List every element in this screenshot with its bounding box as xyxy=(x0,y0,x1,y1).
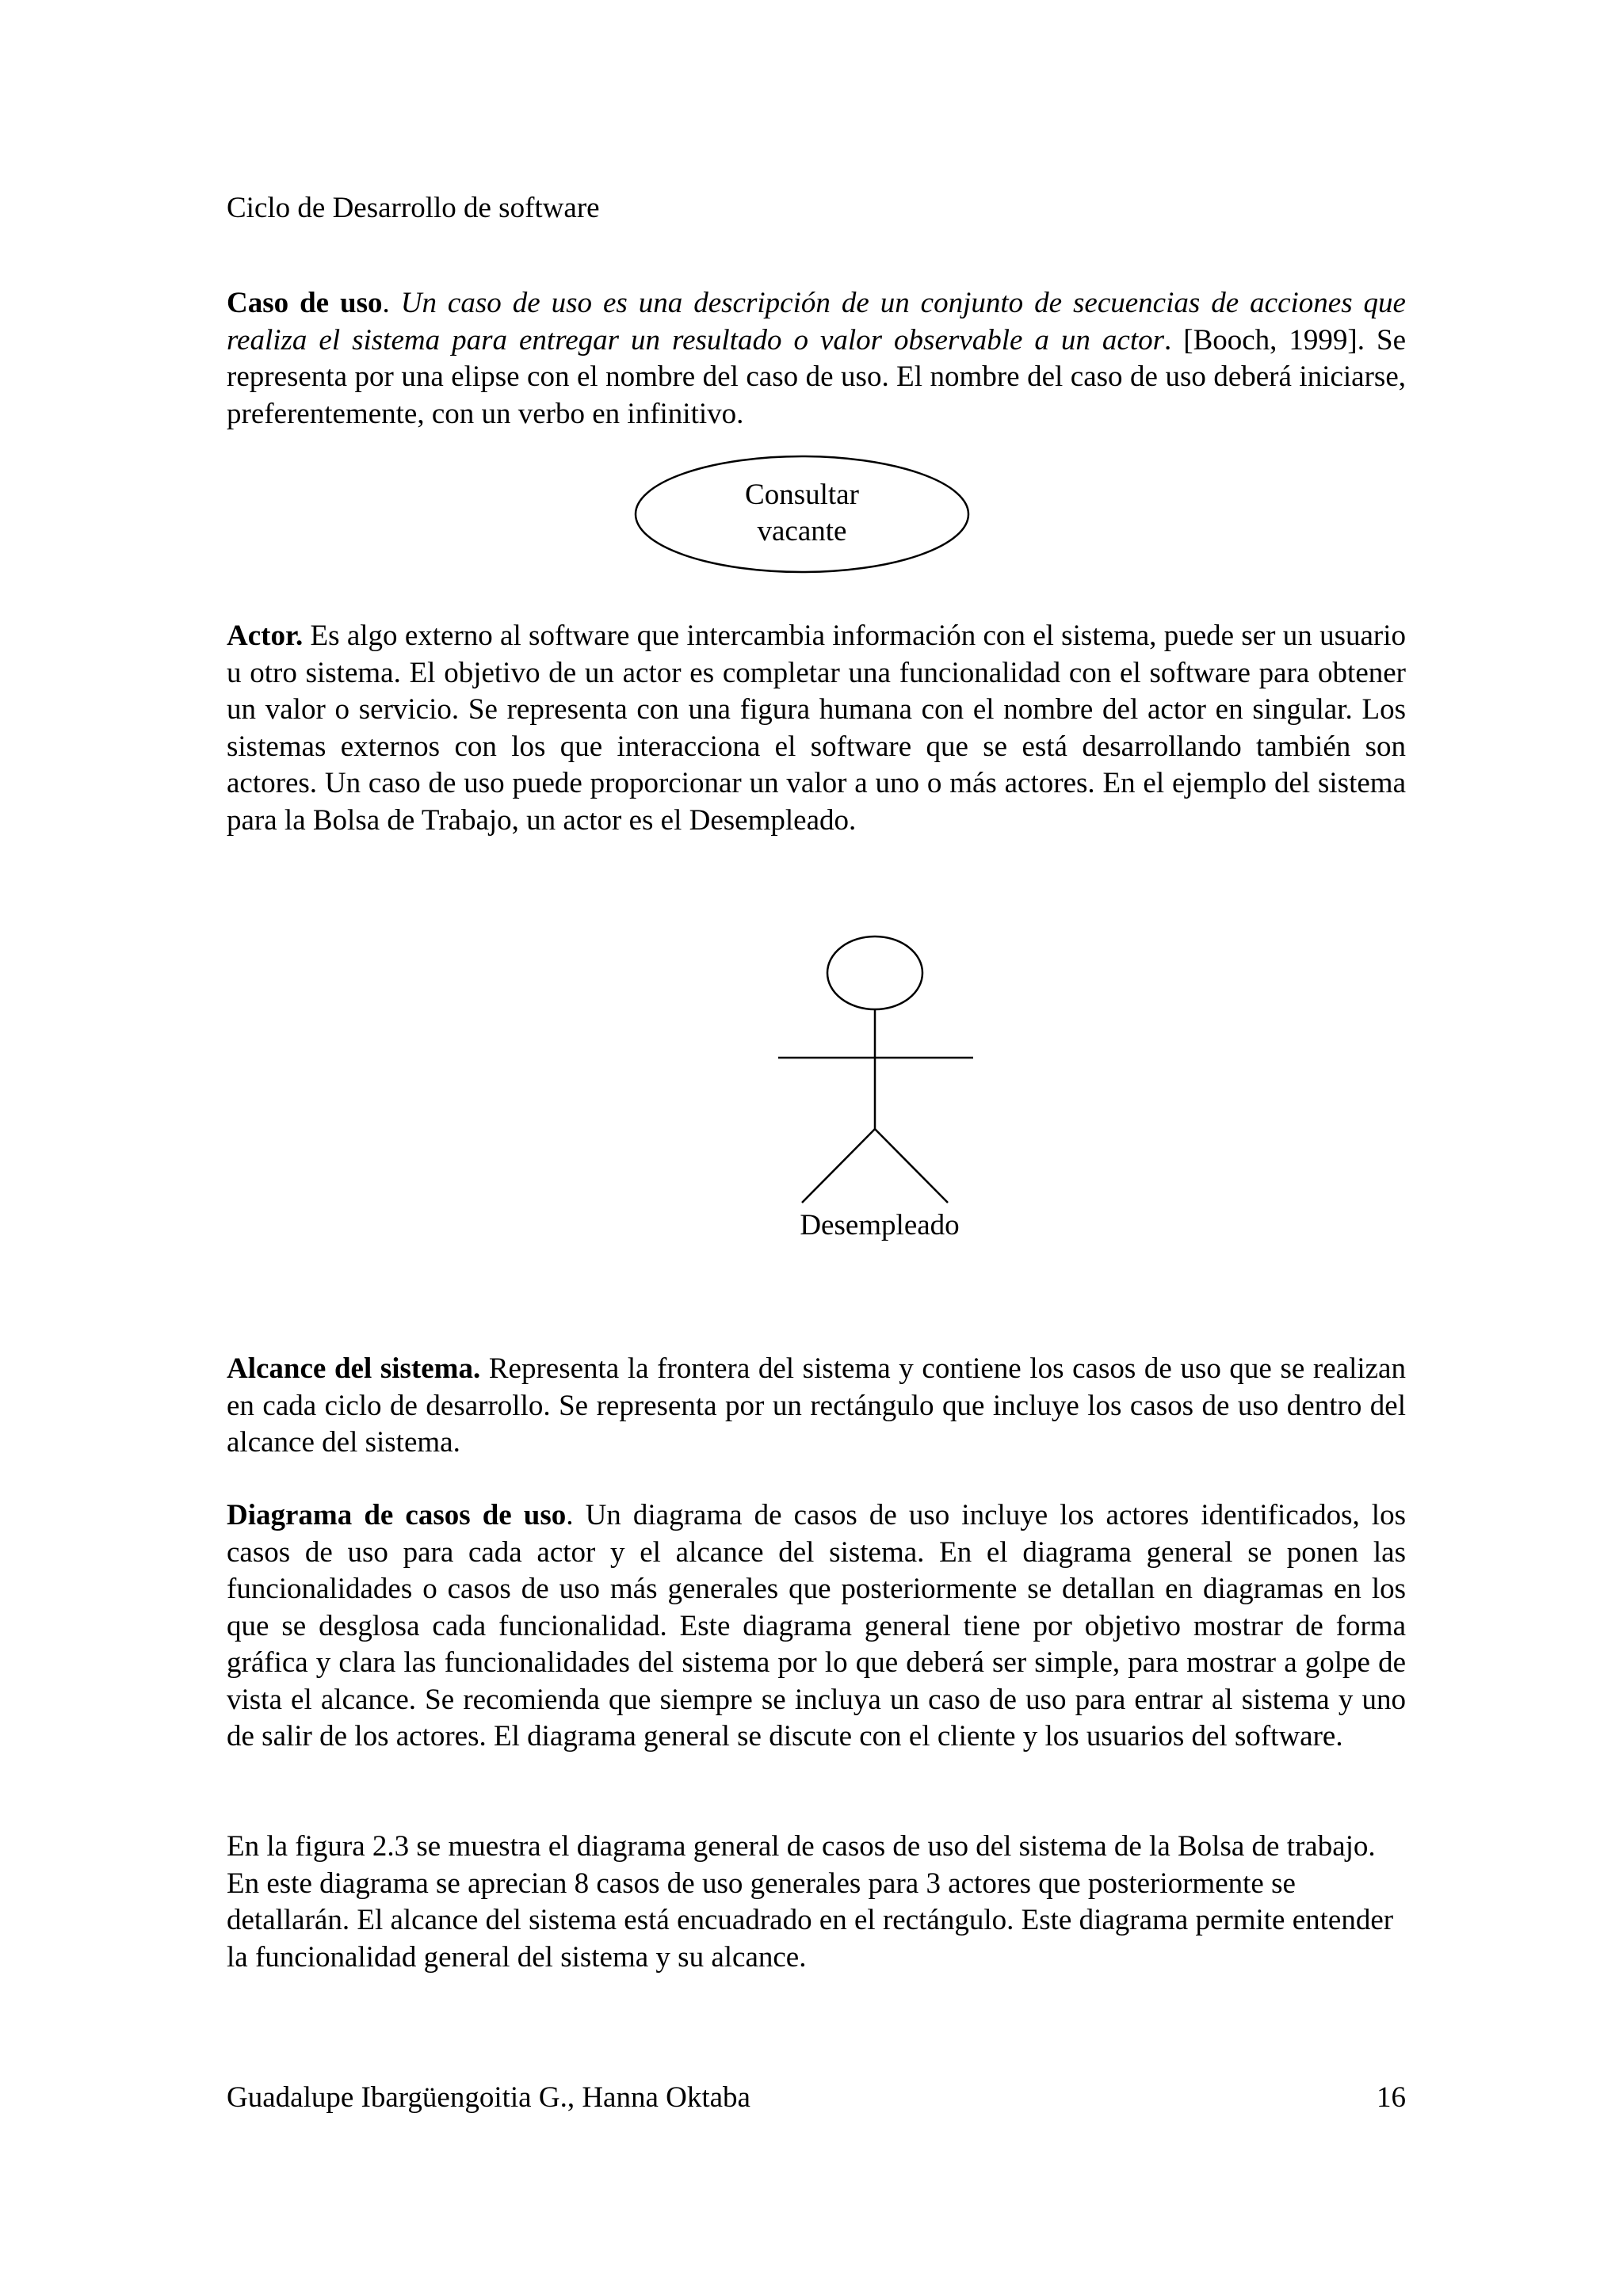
term-diagrama: Diagrama de casos de uso xyxy=(227,1499,567,1531)
paragraph-actor xyxy=(227,618,1406,839)
actor-label: Desempleado xyxy=(800,1209,960,1241)
diagrama-text: . Un diagrama de casos de uso incluye los actores identificados, los casos de uso para cada actor y el alcance del sistema. En el diagrama general se ponen las funcionalidades o casos de uso más generales que posteriormente se detallan en diagramas en los que se desglosa cada funcionalidad. Este diagrama general tiene por objetivo mostrar de forma gráfica y clara las funcionalidades del sistema por lo que deberá ser simple, para mostrar a golpe de vista el alcance. Se recomienda que siempre se incluya un caso de uso para entrar al sistema y uno de salir de los actores. El diagrama general se discute con el cliente y los usuarios del software. xyxy=(227,1499,1406,1753)
figura-text: En la figura 2.3 se muestra el diagrama general de casos de uso del sistema de la Bolsa de trabajo. En este diagrama se aprecian 8 casos de uso generales para 3 actores que posteriormente se detallarán. El alcance del sistema está encuadrado en el rectángulo. Este diagrama permite entender la funcionalidad general del sistema y su alcance. xyxy=(227,1830,1394,1974)
definition-caso-de-uso: Un caso de uso es una descripción de un conjunto de secuencias de acciones que realiza el sistema para entregar un resultado o valor observable a un actor xyxy=(227,287,1406,357)
stick-figure-icon xyxy=(761,935,1014,1204)
term-actor: Actor. xyxy=(227,620,304,652)
actor-stick-figure xyxy=(761,935,1014,1241)
paragraph-figura xyxy=(227,1829,1406,1976)
use-case-label xyxy=(634,477,970,550)
running-header: Ciclo de Desarrollo de software xyxy=(227,192,600,224)
paragraph-diagrama xyxy=(227,1497,1406,1756)
term-caso-de-uso: Caso de uso xyxy=(227,287,383,319)
paragraph-alcance xyxy=(227,1351,1406,1462)
use-case-label-line1: Consultar xyxy=(745,479,859,511)
use-case-label-line2: vacante xyxy=(757,515,847,547)
alcance-text: Representa la frontera del sistema y contiene los casos de uso que se realizan en cada ciclo de desarrollo. Se representa por un rectángulo que incluye los casos de uso dentro del alcance del sistema. xyxy=(227,1352,1406,1459)
footer-authors: Guadalupe Ibargüengoitia G., Hanna Oktaba xyxy=(227,2081,750,2114)
separator: . xyxy=(382,287,401,319)
term-alcance: Alcance del sistema. xyxy=(227,1352,481,1385)
use-case-ellipse xyxy=(634,455,970,574)
actor-text: Es algo externo al software que intercambia información con el sistema, puede ser un usuario u otro sistema. El objetivo de un actor es completar una funcionalidad con el software para obtener un valor o servicio. Se representa con una figura humana con el nombre del actor en singular. Los sistemas externos con los que interacciona el software que se está desarrollando también son actores. Un caso de uso puede proporcionar un valor a uno o más actores. En el ejemplo del sistema para la Bolsa de Trabajo, un actor es el Desempleado. xyxy=(227,620,1406,837)
page-number: 16 xyxy=(1377,2081,1406,2114)
caso-de-uso-text: . [Booch, 1999]. Se representa por una elipse con el nombre del caso de uso. El nombre del caso de uso deberá iniciarse, preferentemente, con un verbo en infinitivo. xyxy=(227,323,1406,430)
paragraph-caso-de-uso xyxy=(227,285,1406,433)
